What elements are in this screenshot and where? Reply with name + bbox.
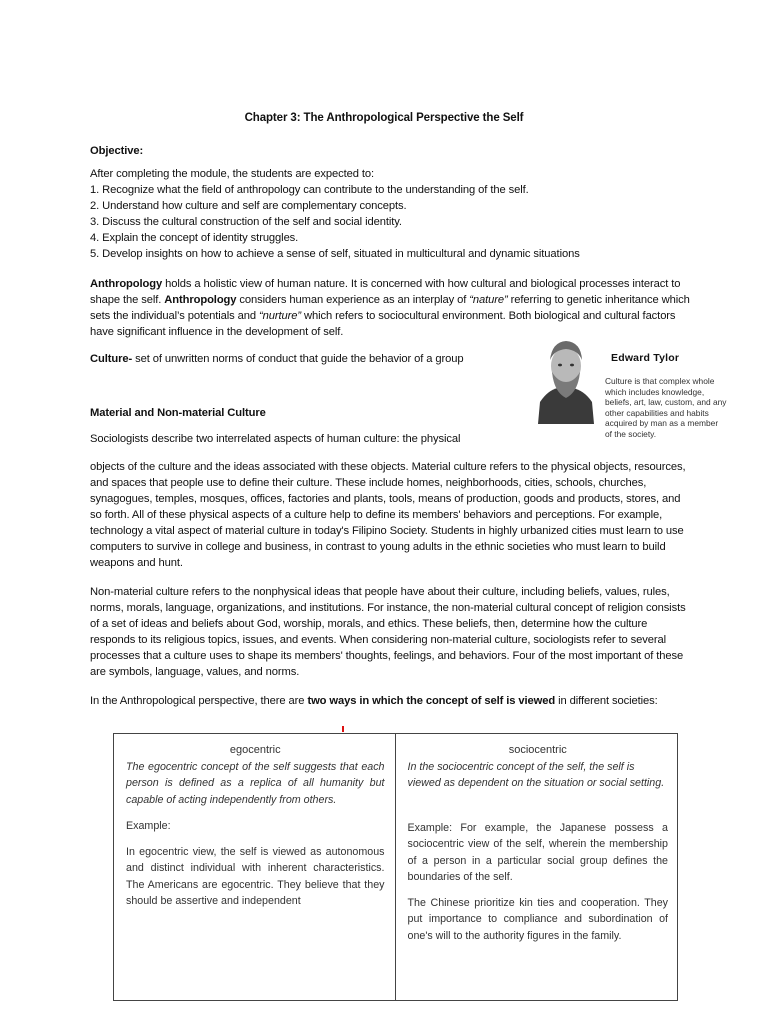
- egocentric-example: In egocentric view, the self is viewed as autonomous and distinct individual with inherent characteristics. The Americans are egocentric. They believe that they should be assertive and independent: [126, 845, 385, 907]
- nature-term: “nature”: [469, 294, 508, 306]
- nurture-term: “nurture”: [259, 310, 301, 322]
- sociocentric-example-2: The Chinese prioritize kin ties and cooperation. They put importance to compliance and subordination of one's will to the authority figures in the family.: [407, 896, 668, 942]
- tylor-quote: Culture is that complex whole which includes knowledge, beliefs, art, law, custom, and any other capabilities and habits acquired by man as a member of the society.: [605, 376, 727, 439]
- page-title: Chapter 3: The Anthropological Perspective the Self: [244, 112, 524, 124]
- egocentric-example-label: Example:: [126, 820, 171, 832]
- egocentric-column: [114, 734, 396, 1000]
- objective-item: 1. Recognize what the field of anthropology can contribute to the understanding of the self.: [90, 184, 529, 196]
- anthropology-term: Anthropology: [90, 278, 163, 290]
- culture-text: set of unwritten norms of conduct that guide the behavior of a group: [132, 353, 464, 365]
- ways-text: In the Anthropological perspective, there are: [90, 695, 308, 707]
- objective-intro: After completing the module, the students are expected to:: [90, 168, 375, 180]
- self-concept-table: [113, 733, 678, 1001]
- sociocentric-example: Example: For example, the Japanese possess a sociocentric view of the self, wherein the membership of a person in a particular social group defines the boundaries of the self.: [407, 821, 668, 883]
- material-heading: Material and Non-material Culture: [90, 407, 266, 419]
- objective-list: [90, 182, 580, 262]
- anthropology-text: holds a holistic view of human nature. It is concerned with how cultural and biological processes interact to shape the self.: [90, 278, 681, 306]
- material-intro: Sociologists describe two interrelated aspects of human culture: the physical: [90, 433, 461, 445]
- ways-text: in different societies:: [555, 695, 658, 707]
- nonmaterial-paragraph: Non-material culture refers to the nonphysical ideas that people have about their culture, including beliefs, values, rules, norms, morals, language, organizations, and institutions. For instance, the non-material cultural concept of religion consists of a set of ideas and beliefs about God, worship, morals, and ethics. These beliefs, then, determine how the culture responds to its religious topics, issues, and events. When considering non-material culture, sociologists refer to several processes that a culture uses to shape its members' thoughts, feelings, and behaviors. Four of the most important of these are symbols, language, values, and norms.: [90, 586, 686, 678]
- anthropology-text: which refers to sociocultural environment. Both biological and cultural factors have significant influence in the development of self.: [90, 310, 676, 338]
- anthropology-text: considers human experience as an interplay of: [236, 294, 470, 306]
- objective-item: 5. Develop insights on how to achieve a sense of self, situated in multicultural and dynamic situations: [90, 248, 580, 260]
- ways-paragraph: [90, 693, 690, 709]
- sociocentric-column: [396, 734, 678, 1000]
- objective-heading: Objective:: [90, 145, 144, 157]
- objective-item: 4. Explain the concept of identity struggles.: [90, 232, 299, 244]
- objective-item: 3. Discuss the cultural construction of the self and social identity.: [90, 216, 402, 228]
- objective-item: 2. Understand how culture and self are complementary concepts.: [90, 200, 407, 212]
- edward-tylor-portrait: [528, 332, 602, 424]
- anthropology-paragraph: [90, 276, 690, 340]
- sociocentric-definition: In the sociocentric concept of the self, the self is viewed as dependent on the situation or social setting.: [407, 760, 665, 789]
- red-mark: [342, 726, 344, 732]
- culture-definition: [90, 351, 510, 367]
- egocentric-header: egocentric: [229, 744, 281, 756]
- anthropology-text: referring to genetic inheritance which sets the individual’s potentials and: [90, 294, 690, 322]
- culture-term: Culture-: [90, 353, 133, 365]
- anthropology-term: Anthropology: [164, 294, 237, 306]
- sociocentric-header: sociocentric: [508, 744, 567, 756]
- egocentric-definition: The egocentric concept of the self suggests that each person is defined as a replica of all humanity but capable of acting independently from others.: [126, 760, 385, 806]
- material-paragraph: objects of the culture and the ideas associated with these objects. Material culture refers to the physical objects, resources, and spaces that people use to define their culture. These include homes, neighborhoods, cities, schools, churches, synagogues, temples, mosques, offices, factories and plants, tools, means of production, goods and products, stores, and so forth. All of these physical aspects of a culture help to define its members' behaviors and perceptions. For example, technology a vital aspect of material culture in today's Filipino Society. Students in highly urbanized cities must learn to use computers to survive in college and business, in contrast to young adults in the ethnic societies who must learn to build weapons and hunt.: [90, 461, 686, 569]
- ways-emphasis: two ways in which the concept of self is viewed: [307, 695, 556, 707]
- tylor-name: Edward Tylor: [611, 352, 680, 364]
